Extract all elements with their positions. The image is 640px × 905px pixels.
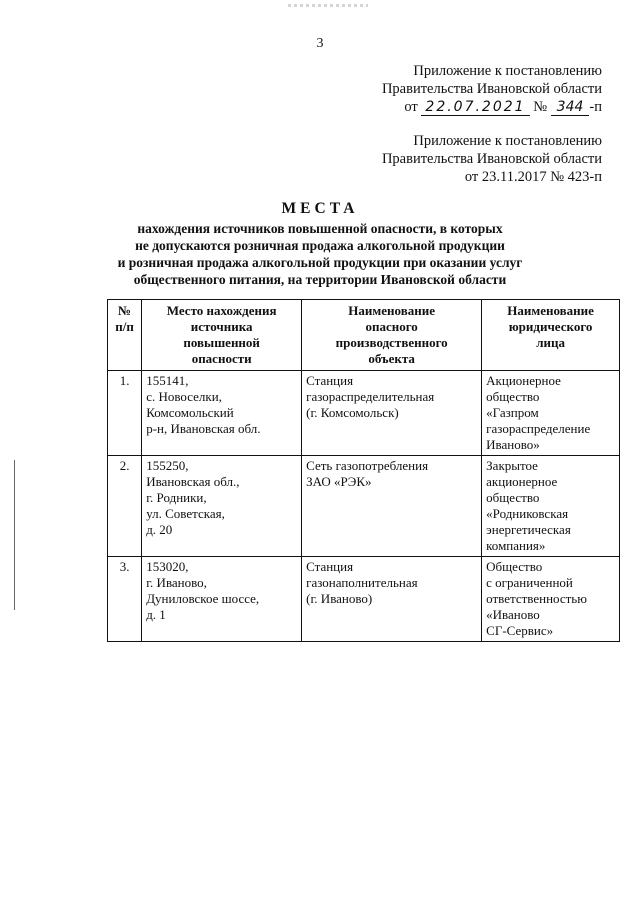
number-suffix: -п xyxy=(589,99,602,115)
cell-text-line: Наименование xyxy=(348,303,435,318)
row-number: 3. xyxy=(108,557,142,642)
cell-text-line: лица xyxy=(536,335,565,350)
appendix-original-line1: Приложение к постановлению xyxy=(413,133,602,149)
cell-text-line: 153020, xyxy=(146,559,189,574)
appendix-current-block xyxy=(382,62,602,116)
page-number: 3 xyxy=(316,36,324,51)
cell-text-line: Место нахождения xyxy=(166,303,277,318)
number-sign: № xyxy=(533,99,548,115)
table-header-row xyxy=(108,300,620,371)
cell-text-line: Сеть газопотребления xyxy=(306,458,429,473)
cell-text-line: источника xyxy=(190,319,253,334)
row-place xyxy=(142,371,302,456)
appendix-original-line2: Правительства Ивановской области xyxy=(381,151,602,167)
cell-text-line: газонаполнительная xyxy=(306,575,418,590)
cell-text-line: Комсомольский xyxy=(146,405,234,420)
row-number: 1. xyxy=(108,371,142,456)
cell-text-line: акционерное xyxy=(486,474,558,489)
row-place xyxy=(142,456,302,557)
appendix-current-line2: Правительства Ивановской области xyxy=(381,81,602,97)
table-row xyxy=(108,456,620,557)
cell-text-line: «Газпром xyxy=(486,405,539,420)
document-title: МЕСТА xyxy=(281,200,359,217)
cell-text-line: Ивановская обл., xyxy=(146,474,240,489)
cell-text-line: опасного xyxy=(365,319,418,334)
handwritten-number: 344 xyxy=(551,99,590,116)
cell-text-line: повышенной xyxy=(183,335,260,350)
row-object xyxy=(302,557,482,642)
document-subtitle xyxy=(80,220,560,288)
cell-text-line: Иваново» xyxy=(486,437,540,452)
cell-text-line: р-н, Ивановская обл. xyxy=(146,421,261,436)
subtitle-line: не допускаются розничная продажа алкогольной продукции xyxy=(135,238,505,253)
cell-text-line: СГ-Сервис» xyxy=(486,623,554,638)
appendix-original-block xyxy=(382,132,602,186)
subtitle-line: и розничная продажа алкогольной продукции при оказании услуг xyxy=(117,255,523,270)
table-row xyxy=(108,557,620,642)
cell-text-line: п/п xyxy=(115,319,134,334)
header-object xyxy=(302,300,482,371)
cell-text-line: общество xyxy=(486,490,540,505)
cell-text-line: г. Иваново, xyxy=(146,575,207,590)
cell-text-line: Акционерное xyxy=(486,373,561,388)
cell-text-line: с ограниченной xyxy=(486,575,573,590)
appendix-current-line3 xyxy=(382,98,602,116)
header-entity xyxy=(482,300,620,371)
cell-text-line: «Иваново xyxy=(486,607,540,622)
cell-text-line: 155141, xyxy=(146,373,189,388)
cell-text-line: энергетическая xyxy=(486,522,571,537)
cell-text-line: «Родниковская xyxy=(486,506,569,521)
cell-text-line: общество xyxy=(486,389,540,404)
cell-text-line: Закрытое xyxy=(486,458,538,473)
subtitle-line: общественного питания, на территории Ивановской области xyxy=(133,272,507,287)
handwritten-date: 22.07.2021 xyxy=(421,99,529,116)
cell-text-line: (г. Комсомольск) xyxy=(306,405,399,420)
cell-text-line: с. Новоселки, xyxy=(146,389,222,404)
appendix-current-line1: Приложение к постановлению xyxy=(413,63,602,79)
cell-text-line: производственного xyxy=(335,335,448,350)
cell-text-line: ул. Советская, xyxy=(146,506,225,521)
subtitle-line: нахождения источников повышенной опасности, в которых xyxy=(137,221,503,236)
row-place xyxy=(142,557,302,642)
from-label: от xyxy=(404,99,418,115)
row-number: 2. xyxy=(108,456,142,557)
cell-text-line: д. 1 xyxy=(146,607,166,622)
cell-text-line: 155250, xyxy=(146,458,189,473)
cell-text-line: Дуниловское шоссе, xyxy=(146,591,260,606)
cell-text-line: д. 20 xyxy=(146,522,173,537)
cell-text-line: ЗАО «РЭК» xyxy=(306,474,372,489)
header-place xyxy=(142,300,302,371)
cell-text-line: газораспределительная xyxy=(306,389,435,404)
cell-text-line: ответственностью xyxy=(486,591,587,606)
cell-text-line: (г. Иваново) xyxy=(306,591,373,606)
cell-text-line: объекта xyxy=(368,351,415,366)
appendix-original-line3: от 23.11.2017 № 423-п xyxy=(464,169,602,185)
cell-text-line: Станция xyxy=(306,373,354,388)
cell-text-line: г. Родники, xyxy=(146,490,207,505)
cell-text-line: Наименование xyxy=(507,303,594,318)
header-number xyxy=(108,300,142,371)
cell-text-line: компания» xyxy=(486,538,546,553)
cell-text-line: опасности xyxy=(191,351,252,366)
scan-margin-line xyxy=(14,460,15,610)
row-object xyxy=(302,456,482,557)
cell-text-line: юридического xyxy=(508,319,593,334)
row-entity xyxy=(482,557,620,642)
row-entity xyxy=(482,371,620,456)
row-entity xyxy=(482,456,620,557)
cell-text-line: Станция xyxy=(306,559,354,574)
locations-table xyxy=(107,299,620,642)
cell-text-line: Общество xyxy=(486,559,543,574)
row-object xyxy=(302,371,482,456)
cell-text-line: газораспределение xyxy=(486,421,591,436)
table-row xyxy=(108,371,620,456)
cell-text-line: № xyxy=(118,303,132,318)
scan-artifact xyxy=(288,4,368,7)
